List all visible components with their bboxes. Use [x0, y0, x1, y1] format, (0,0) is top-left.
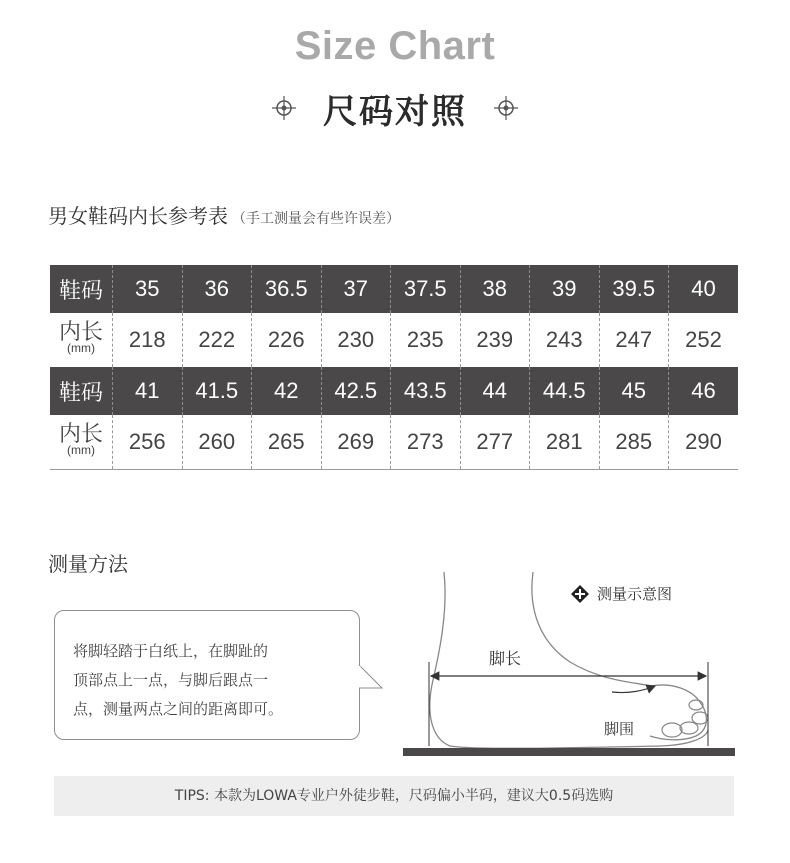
- tips-banner: TIPS: 本款为LOWA专业户外徒步鞋，尺码偏小半码，建议大0.5码选购: [54, 776, 734, 816]
- crosshair-icon: [493, 95, 519, 121]
- length-cell: 260: [182, 415, 252, 470]
- length-cell: 290: [669, 415, 739, 470]
- foot-girth-label: 脚围: [604, 720, 635, 738]
- bubble-tail: [358, 664, 384, 694]
- size-header-cell: 鞋码: [50, 367, 113, 415]
- length-cell: 252: [669, 313, 739, 367]
- size-cell: 38: [460, 265, 530, 313]
- instruction-line: 将脚轻踏于白纸上，在脚趾的: [73, 642, 269, 660]
- size-cell: 36.5: [252, 265, 322, 313]
- length-label: 内长: [58, 421, 103, 446]
- title-chinese: 尺码对照: [323, 91, 467, 132]
- size-cell: 35: [113, 265, 183, 313]
- floor-bar: [403, 748, 735, 756]
- size-cell: 45: [599, 367, 669, 415]
- size-table-title-text: 男女鞋码内长参考表: [48, 204, 228, 228]
- size-cell: 36: [182, 265, 252, 313]
- size-cell: 37: [321, 265, 391, 313]
- length-cell: 277: [460, 415, 530, 470]
- title-chinese-row: [0, 84, 790, 132]
- size-cell: 41.5: [182, 367, 252, 415]
- instruction-line: 顶部点上一点，与脚后跟点一: [73, 671, 269, 689]
- length-cell: 222: [182, 313, 252, 367]
- measure-method-title: 测量方法: [48, 552, 128, 576]
- length-cell: 265: [252, 415, 322, 470]
- length-cell: 226: [252, 313, 322, 367]
- size-table: [50, 265, 738, 470]
- length-cell: 243: [530, 313, 600, 367]
- size-cell: 42.5: [321, 367, 391, 415]
- length-cell: 256: [113, 415, 183, 470]
- length-cell: 247: [599, 313, 669, 367]
- crosshair-icon: [271, 95, 297, 121]
- length-label: 内长: [58, 319, 103, 344]
- size-cell: 46: [669, 367, 739, 415]
- size-cell: 40: [669, 265, 739, 313]
- length-cell: 239: [460, 313, 530, 367]
- size-cell: 39.5: [599, 265, 669, 313]
- length-cell: 281: [530, 415, 600, 470]
- length-header-cell: [50, 415, 113, 470]
- length-cell: 285: [599, 415, 669, 470]
- size-cell: 43.5: [391, 367, 461, 415]
- foot-measure-diagram: [400, 570, 740, 765]
- length-cell: 230: [321, 313, 391, 367]
- instruction-bubble: [54, 610, 360, 740]
- foot-length-label: 脚长: [489, 649, 522, 668]
- size-cell: 39: [530, 265, 600, 313]
- length-header-cell: [50, 313, 113, 367]
- title-english: Size Chart: [294, 24, 496, 68]
- length-cell: 273: [391, 415, 461, 470]
- size-cell: 41: [113, 367, 183, 415]
- instruction-line: 点，测量两点之间的距离即可。: [73, 700, 284, 718]
- length-cell: 235: [391, 313, 461, 367]
- length-row-1: [50, 313, 738, 367]
- size-cell: 37.5: [391, 265, 461, 313]
- size-header-cell: 鞋码: [50, 265, 113, 313]
- length-unit: (mm): [67, 443, 95, 457]
- size-row-2: [50, 367, 738, 415]
- diamond-plus-icon: [571, 585, 589, 603]
- diagram-legend-label: 测量示意图: [597, 585, 673, 603]
- length-cell: 218: [113, 313, 183, 367]
- size-table-title: [48, 200, 400, 229]
- size-cell: 44.5: [530, 367, 600, 415]
- length-row-2: [50, 415, 738, 470]
- size-cell: 42: [252, 367, 322, 415]
- girth-curve: [612, 686, 655, 693]
- length-unit: (mm): [67, 341, 95, 355]
- size-table-note: （手工测量会有些许误差）: [232, 211, 400, 227]
- diagram-legend: [571, 583, 672, 604]
- size-row-1: [50, 265, 738, 313]
- size-cell: 44: [460, 367, 530, 415]
- length-cell: 269: [321, 415, 391, 470]
